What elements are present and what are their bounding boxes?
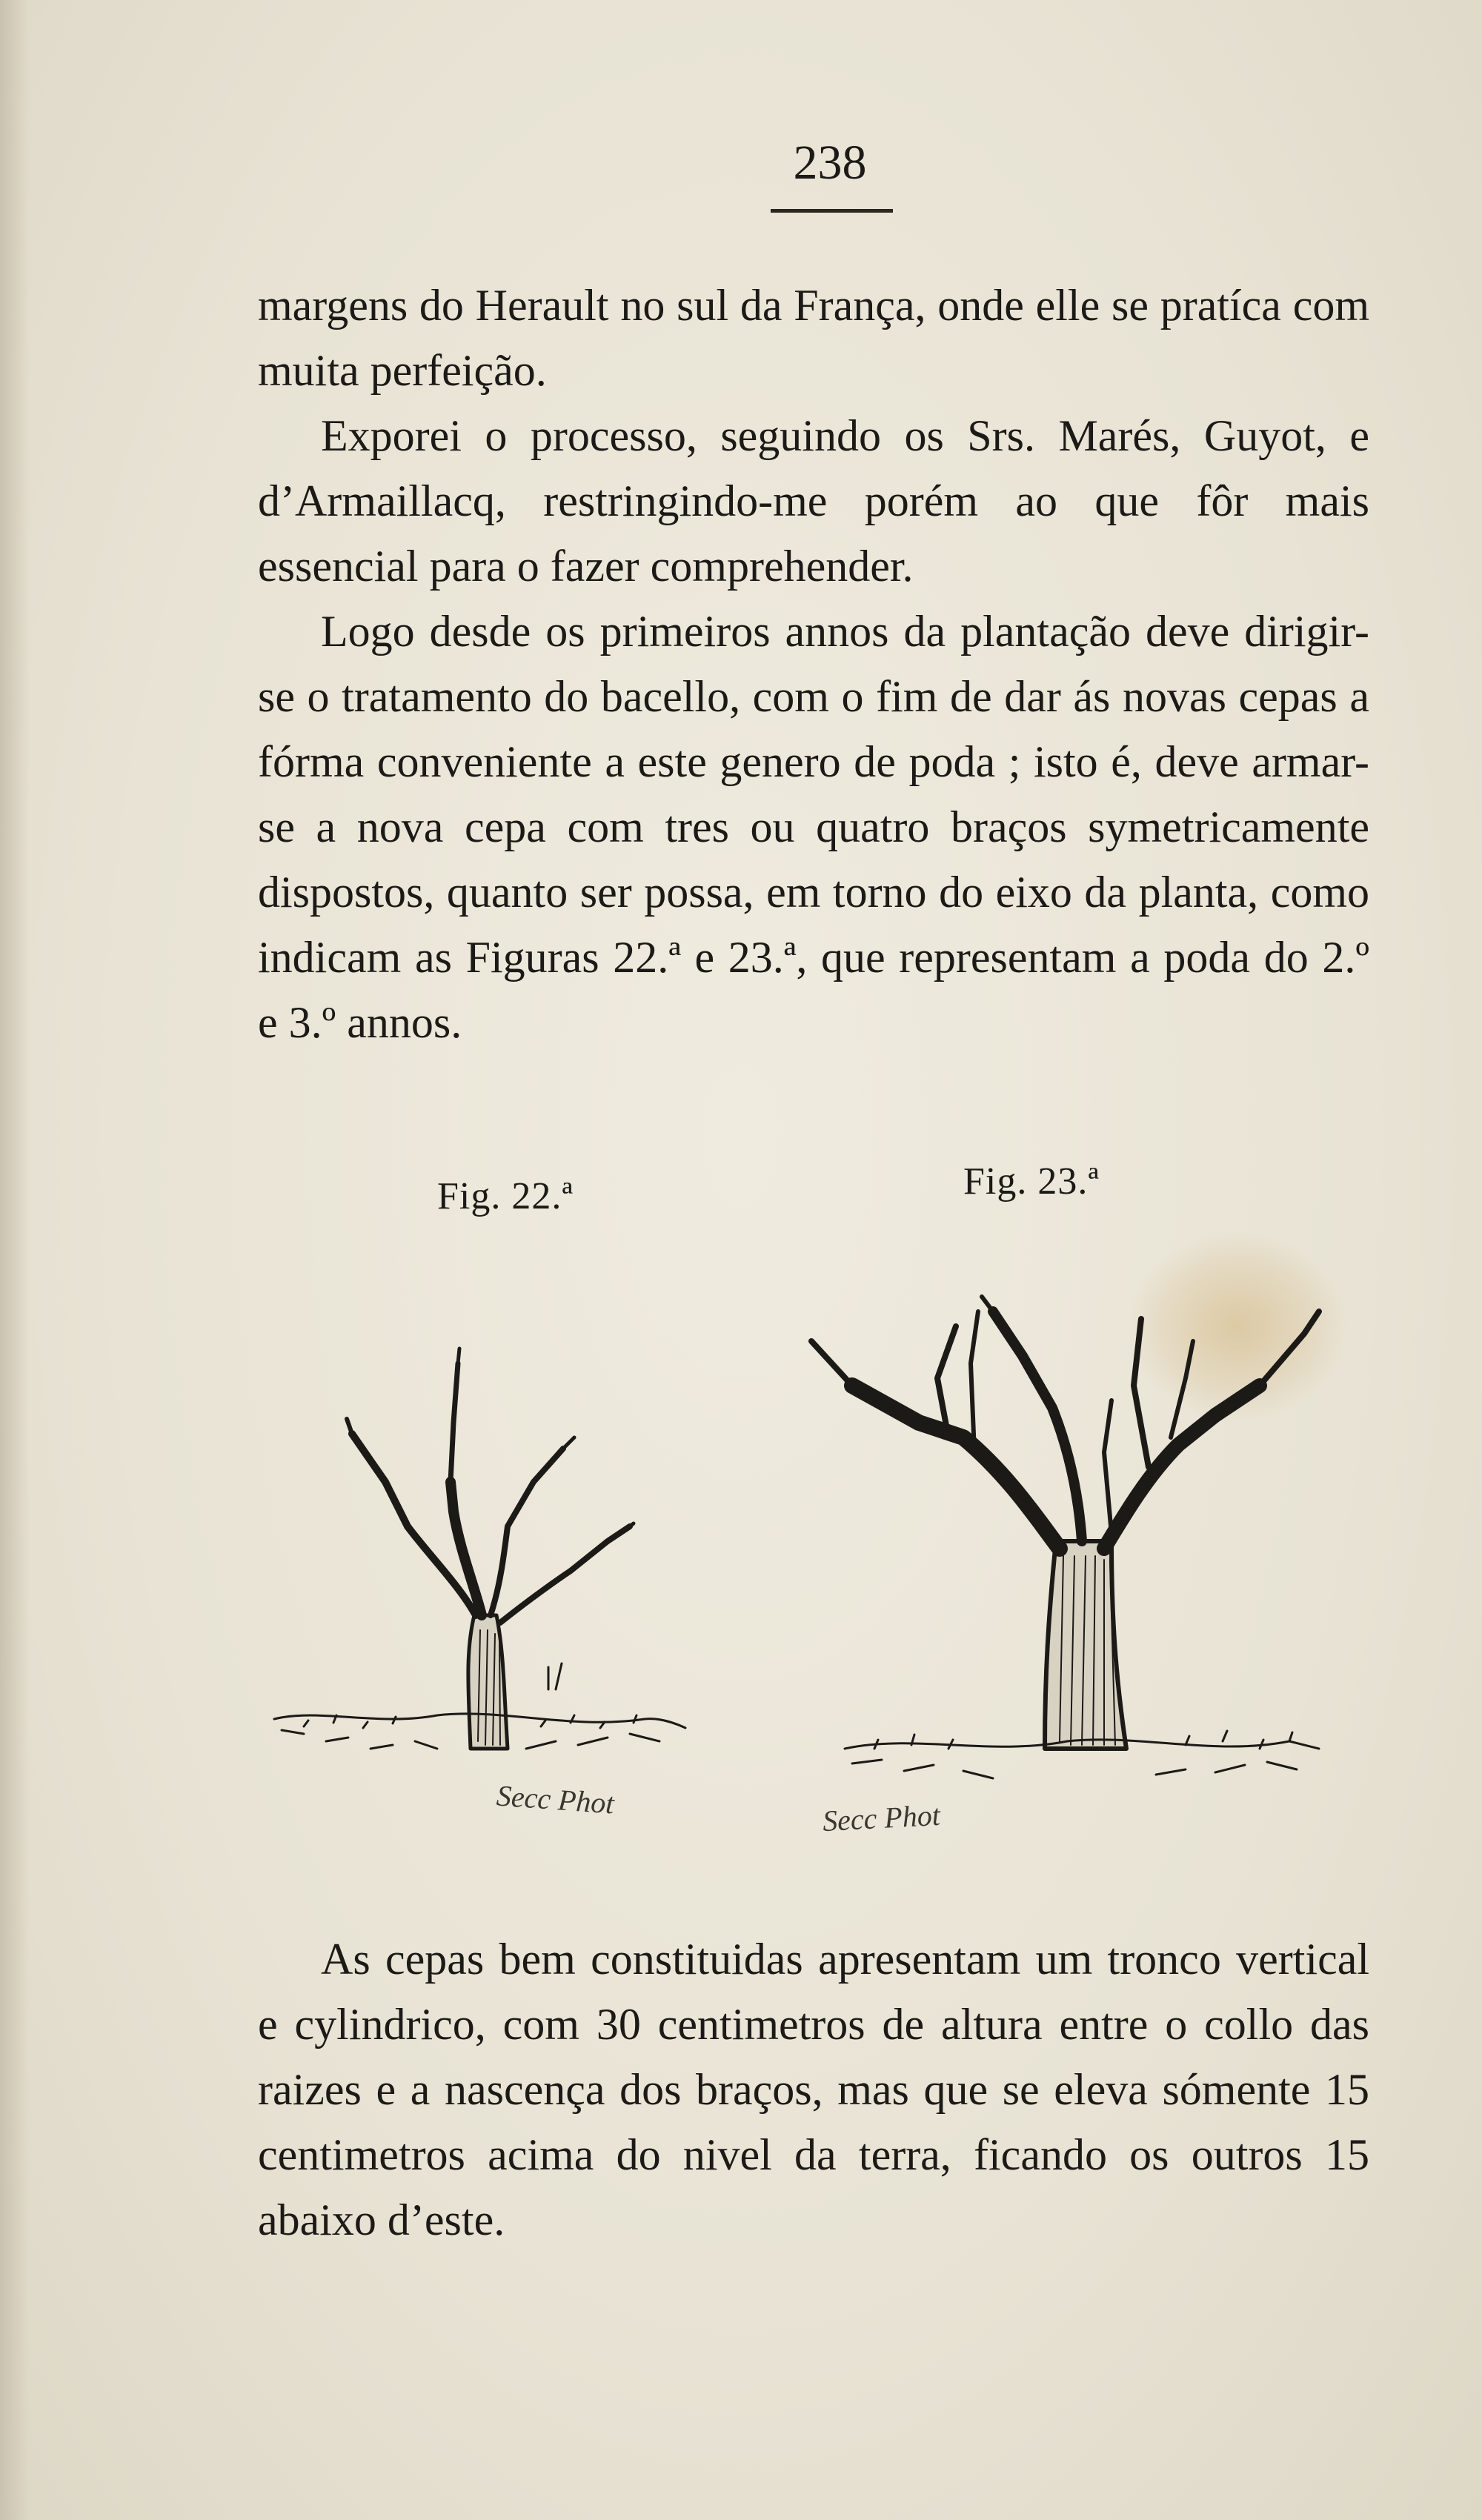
figure-23-signature: Secc Phot <box>821 1798 941 1838</box>
paragraph-process: Exporei o processo, seguindo os Srs. Marés, Guyot, e d’Armaillacq, restringindo-me porém ao que fôr mais essencial para o fazer comprehender. <box>258 411 1369 591</box>
top-text-block <box>258 273 1369 1055</box>
page-number-rule <box>771 209 893 213</box>
bottom-text-block <box>258 1926 1369 2253</box>
paragraph-training: Logo desde os primeiros annos da plantação deve dirigir-se o tratamento do bacello, com o fim de dar ás novas cepas a fórma conveniente a este genero de poda ; isto é, deve armar-se a nova cepa com tres ou quatro braços symetricamente dispostos, quanto ser possa, em torno do eixo da planta, como indicam as Figuras 22.ª e 23.ª, que representam a poda do 2.º e 3.º annos. <box>258 607 1369 1047</box>
page-spine-shadow <box>0 0 30 2520</box>
paragraph-trunk: As cepas bem constituidas apresentam um tronco vertical e cylindrico, com 30 centimetros de altura entre o collo das raizes e a nascença dos braços, mas que se eleva sómente 15 centimetros acima do nivel da terra, ficando os outros 15 abaixo d’este. <box>258 1935 1369 2244</box>
pruned-vine-second-year-icon <box>259 1304 704 1793</box>
figure-22-caption: Fig. 22.ª <box>437 1175 574 1217</box>
paragraph-continuation: margens do Herault no sul da França, onde elle se pratíca com muita perfeição. <box>258 281 1369 395</box>
page-number: 238 <box>793 136 867 190</box>
figure-23-caption: Fig. 23.ª <box>963 1160 1100 1203</box>
figure-22-signature: Secc Phot <box>495 1778 616 1821</box>
pruned-vine-third-year-icon <box>800 1230 1349 1808</box>
